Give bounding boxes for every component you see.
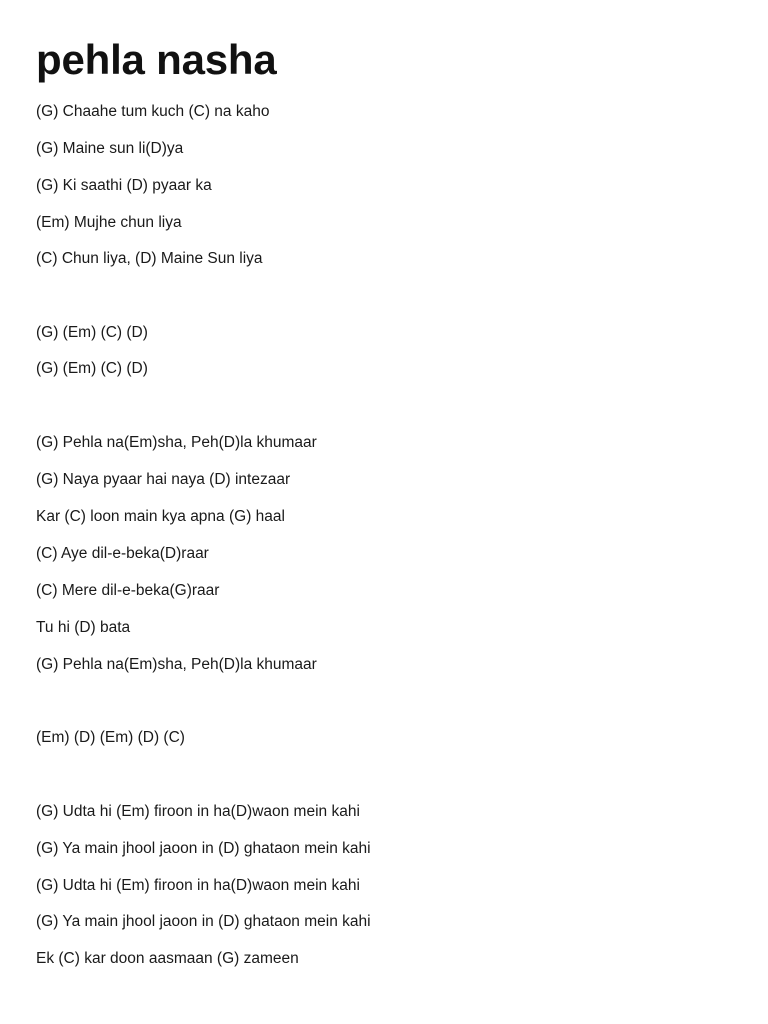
lyric-line: (G) Pehla na(Em)sha, Peh(D)la khumaar — [36, 656, 317, 673]
song-title: pehla nasha — [36, 36, 277, 83]
lyric-line: Kar (C) loon main kya apna (G) haal — [36, 508, 285, 525]
lyric-line: (C) Mere dil-e-beka(G)raar — [36, 582, 220, 599]
lyric-line: (G) Chaahe tum kuch (C) na kaho — [36, 103, 270, 120]
lyric-line: (G) (Em) (C) (D) — [36, 324, 148, 341]
lyric-line: (G) Maine sun li(D)ya — [36, 140, 184, 157]
lyric-line: (G) Ya main jhool jaoon in (D) ghataon mein kahi — [36, 840, 371, 857]
lyric-line: (G) Naya pyaar hai naya (D) intezaar — [36, 471, 291, 488]
lyric-line: (G) Ki saathi (D) pyaar ka — [36, 177, 212, 194]
lyric-line: (C) Aye dil-e-beka(D)raar — [36, 545, 209, 562]
lyric-line: (C) Chun liya, (D) Maine Sun liya — [36, 250, 263, 267]
lyric-line: (G) Pehla na(Em)sha, Peh(D)la khumaar — [36, 434, 317, 451]
lyric-line: (Em) (D) (Em) (D) (C) — [36, 729, 185, 746]
lyric-line: (G) (Em) (C) (D) — [36, 360, 148, 377]
lyric-line: Ek (C) kar doon aasmaan (G) zameen — [36, 950, 299, 967]
lyric-line: Tu hi (D) bata — [36, 619, 131, 636]
lyric-line: (G) Udta hi (Em) firoon in ha(D)waon mein kahi — [36, 803, 360, 820]
lyric-line: (G) Udta hi (Em) firoon in ha(D)waon mein kahi — [36, 877, 360, 894]
lyric-line: (Em) Mujhe chun liya — [36, 214, 182, 231]
lyric-line: (G) Ya main jhool jaoon in (D) ghataon mein kahi — [36, 913, 371, 930]
